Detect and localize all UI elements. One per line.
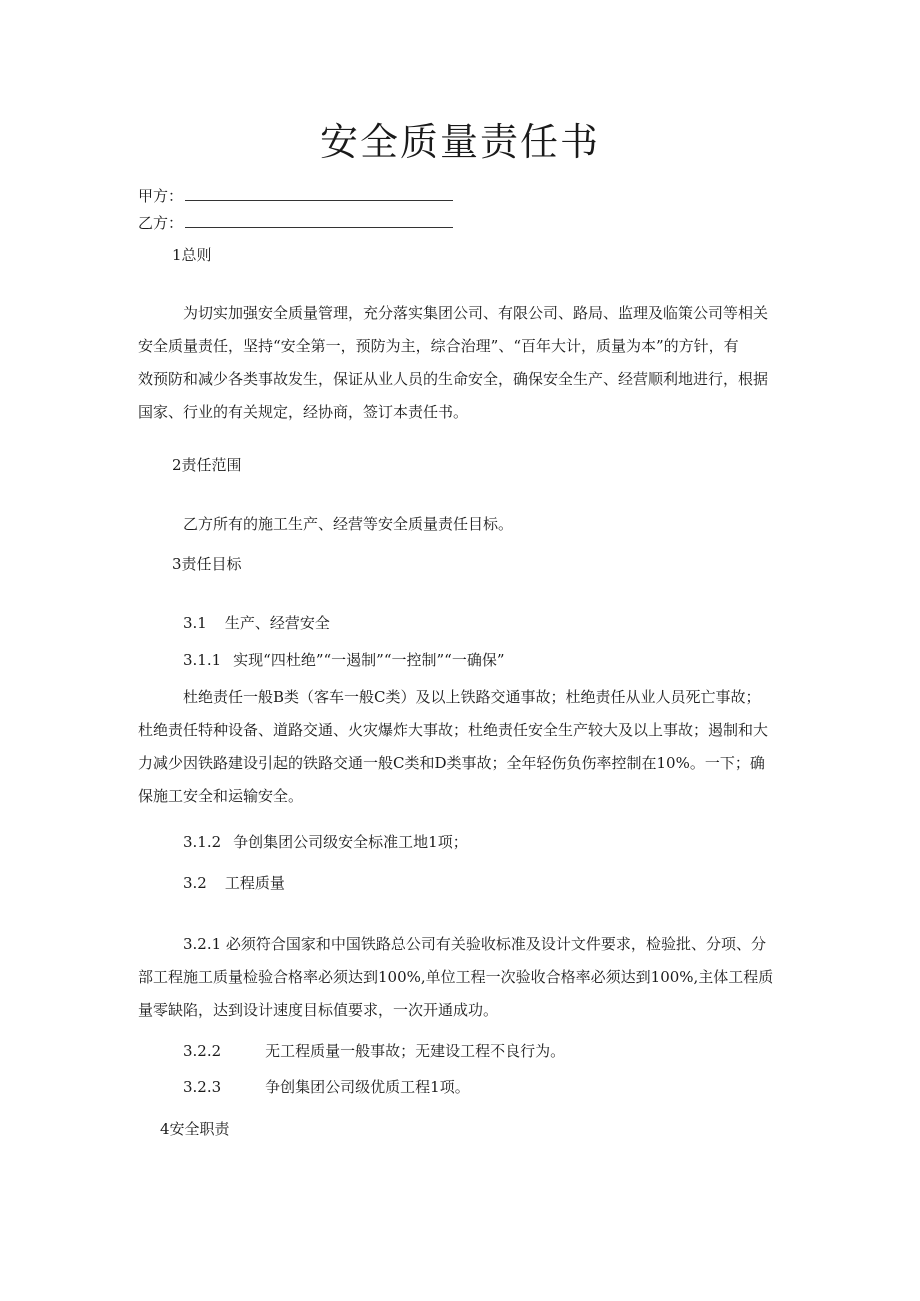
section-title: 争创集团公司级优质工程1项。 [265,1078,470,1096]
party-b-row [138,213,453,233]
paragraph-line: 部工程施工质量检验合格率必须达到100%,单位工程一次验收合格率必须达到100%,主体工程质 [138,968,774,986]
section-3-1-1-heading [183,650,505,670]
party-a-label: 甲方： [138,187,184,205]
paragraph-line: 杜绝责任特种设备、道路交通、火灾爆炸大事故；杜绝责任安全生产较大及以上事故；遏制和大 [138,721,769,739]
party-b-label: 乙方： [138,214,184,232]
paragraph-line: 杜绝责任一般B类（客车一般C类）及以上铁路交通事故；杜绝责任从业人员死亡事故； [183,688,761,706]
section-title: 实现“四杜绝”“一遏制”“一控制”“一确保” [233,651,505,669]
paragraph-line: 安全质量责任，坚持“安全第一，预防为主，综合治理”、“百年大计，质量为本”的方针，有 [138,337,739,355]
section-title: 争创集团公司级安全标准工地1项； [233,833,468,851]
section-4-heading: 4安全职责 [160,1120,230,1138]
document-title: 安全质量责任书 [319,120,600,164]
section-title: 生产、经营安全 [224,614,330,632]
paragraph-line: 效预防和减少各类事故发生，保证从业人员的生命安全，确保安全生产、经营顺利地进行，根据 [138,370,769,388]
paragraph-line: 为切实加强安全质量管理，充分落实集团公司、有限公司、路局、监理及临策公司等相关 [183,304,769,322]
section-number: 3.1.2 [183,833,222,851]
paragraph-line: 3.2.1 必须符合国家和中国铁路总公司有关验收标准及设计文件要求，检验批、分项、分 [183,935,766,953]
section-3-2-1-paragraph [138,928,786,1027]
section-1-heading: 1总则 [172,246,212,264]
section-1-paragraph [138,297,786,429]
paragraph-line: 国家、行业的有关规定，经协商，签订本责任书。 [138,403,469,421]
party-a-row [138,186,453,206]
section-3-2-heading [183,873,285,893]
section-number: 3.2 [183,874,207,892]
section-number: 3.1 [183,614,207,632]
section-title: 工程质量 [224,874,285,892]
section-number: 3.1.1 [183,651,222,669]
section-3-1-heading [183,613,330,633]
paragraph-line: 保施工安全和运输安全。 [138,787,304,805]
section-title: 无工程质量一般事故；无建设工程不良行为。 [265,1042,566,1060]
paragraph-line: 量零缺陷，达到设计速度目标值要求，一次开通成功。 [138,1001,499,1019]
section-3-1-2-heading [183,832,468,852]
section-2-paragraph: 乙方所有的施工生产、经营等安全质量责任目标。 [183,515,514,533]
section-number: 3.2.2 [183,1042,222,1060]
section-3-heading: 3责任目标 [172,555,242,573]
section-3-2-2-heading [183,1041,565,1061]
party-b-blank-line[interactable] [185,213,453,228]
party-a-blank-line[interactable] [185,186,453,201]
section-3-2-3-heading [183,1077,470,1097]
section-number: 3.2.3 [183,1078,222,1096]
section-2-heading: 2责任范围 [172,456,242,474]
paragraph-line: 力减少因铁路建设引起的铁路交通一般C类和D类事故；全年轻伤负伤率控制在10%。一下；确 [138,754,765,772]
section-3-1-1-paragraph [138,681,786,813]
